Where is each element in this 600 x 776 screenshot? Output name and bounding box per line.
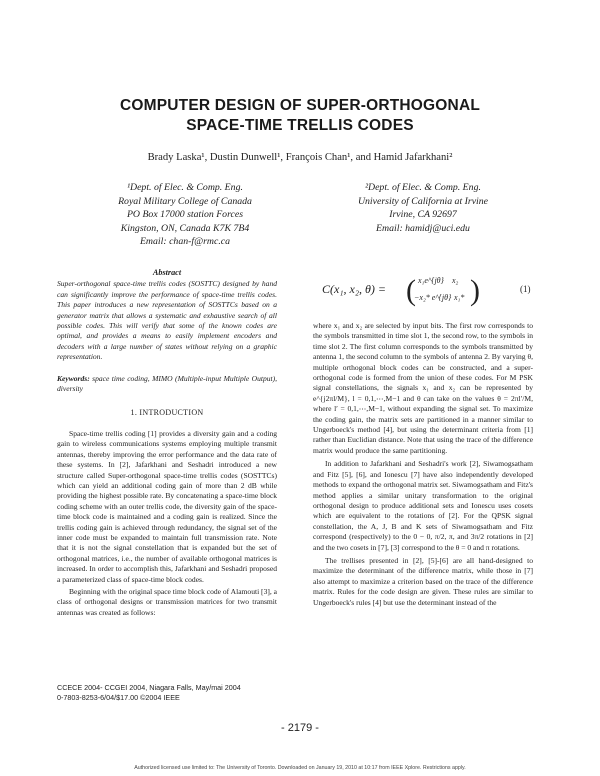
equation-1 (322, 268, 537, 314)
equation-number: (1) (520, 284, 531, 294)
affil-left-email: Email: chan-f@rmc.ca (139, 236, 231, 248)
matrix-entry: x₁* (454, 293, 465, 302)
affiliation-left (70, 181, 300, 249)
conference-footnote (57, 683, 287, 703)
body-paragraph: In addition to Jafarkhani and Seshadri's work [2], Siwamogsatham and Fitz [5], [6], and Ionescu [7] have also independently developed methods to expand the orthogonal matrix set. Siwamogsatham and Fitz's method applies a similar unitary transformation to the original orthogonal design to produce additional sets and Ionescu uses cosets which are equivalent to the rotations of [2]. For the QPSK signal constellation, the A, J, B and K sets of Siwamogsatham and Fitz correspond (respectively) to the 0 − 0, π/2, π, and 3π/2 rotations in [2] and the two cosets in [7], [3] correspond to the θ = 0 and π rotations. (313, 459, 533, 552)
paper-title (0, 96, 600, 136)
matrix-entry: x₂ (452, 276, 459, 285)
abstract-heading: Abstract (152, 268, 182, 277)
body-paragraph: Space-time trellis coding [1] provides a diversity gain and a coding gain to wireless communications systems employing multiple transmit antennas, thereby improving the error performance and the data rate of these systems. In [2], Jafarkhani and Seshadri introduced a new structure called Super-orthogonal space-time trellis codes (SOSTTCs) which can yield an additional coding gain of more than 2 dB while providing the highest possible rate. By concatenating a space-time block coding scheme with an outer trellis code, the diversity gain of the space-time block code is maintained and a coding gain is realized. Since the trellis coding gain is achieved through redundancy, the signal set of the inner code must be expanded to maintain full transmission rate. Note that it is not the signal constellation that is expanded but the set of orthogonal matrices, i.e., the number of available orthogonal matrices is increased. In order to accomplish this, Jafarkhani and Seshadri proposed a parameterized class of space-time block codes. (57, 428, 277, 584)
affil-left-line: PO Box 17000 station Forces (126, 209, 244, 221)
affiliation-right (308, 181, 538, 235)
title-line-2: SPACE-TIME TRELLIS CODES (186, 117, 414, 134)
affil-right-line: ²Dept. of Elec. & Comp. Eng. (365, 182, 481, 193)
author-list: Brady Laska¹, Dustin Dunwell¹, François Chan¹, and Hamid Jafarkhani² (147, 152, 453, 163)
left-column (57, 268, 277, 618)
keywords-text: space time coding, MIMO (Multiple-input Multiple Output), diversity (57, 373, 277, 394)
affil-right-email: Email: hamidj@uci.edu (376, 222, 470, 234)
matrix-entry: −x₂* e^{jθ} (414, 293, 452, 302)
footnote-line: 0-7803-8253-6/04/$17.00 ©2004 IEEE (57, 693, 180, 702)
body-paragraph: The trellises presented in [2], [5]-[6] are all hand-designed to maximize the determinant of the difference matrix, while those in [7] also attempt to maximize a criterion based on the trace of the difference matrix. Rules for the code design are given. These rules are similar to Ungerboeck's rules [4] but use the determinant instead of the (313, 555, 533, 607)
body-paragraph: Beginning with the original space time block code of Alamouti [3], a class of orthogonal designs or transmission matrices for two transmit antennas was created as follows: (57, 586, 277, 617)
equation-lhs: C(x₁, x₂, θ) = (322, 282, 386, 296)
matrix-right-bracket: ) (470, 274, 480, 307)
matrix-entry: x₁e^{jθ} (418, 276, 444, 285)
matrix-left-bracket: ( (406, 274, 416, 307)
title-line-1: COMPUTER DESIGN OF SUPER-ORTHOGONAL (119, 97, 481, 114)
license-notice: Authorized licensed use limited to: The University of Toronto. Downloaded on January 19, 2010 at 10:17 from IEEE Xplore. Restrictions apply. (134, 765, 466, 771)
abstract-text: Super-orthogonal space-time trellis codes (SOSTTC) designed by hand can significantly improve the performance of space-time trellis codes. This paper introduces a new representation of SOSTTCs based on a generator matrix that allows a systematic and exhaustive search of all possible codes. This will verify that some of the known codes are optimal, and provides a means to easily implement encoders and decoders with a large number of states without relying on a graphic representation. (57, 279, 277, 362)
keywords (57, 374, 277, 395)
right-column (313, 318, 533, 608)
page-number: - 2179 - (281, 722, 319, 734)
affil-left-line: Kingston, ON, Canada K7K 7B4 (120, 222, 250, 234)
affil-right-line: Irvine, CA 92697 (389, 209, 457, 221)
body-paragraph: where x₁ and x₂ are selected by input bits. The first row corresponds to the symbols transmitted in time slot 1, the second row, to the symbols in time slot 2. The first column corresponds to the symbols transmitted by antenna 1, the second column to the symbols of antenna 2. By varying θ, multiple orthogonal block codes can be constructed, and a super-orthogonal code is formed from the union of these codes. For M PSK signal constellations, the signals x₁ and x₂ can be represented by e^{j2πl/M}, l = 0,1,⋯,M−1 and θ can take on the values θ = 2πl′/M, where l′ = 0,1,⋯,M−1, without expanding the signal set. To maximize the coding gain, the matrix sets are partitioned in a manner similar to Ungerboeck's method [4], but using the determinant criteria from [1] rather than Euclidian distance. Note that using the trace of the difference matrix would produce the same partitioning. (313, 321, 533, 455)
affil-left-line: ¹Dept. of Elec. & Comp. Eng. (127, 182, 243, 193)
keywords-label: Keywords: (57, 373, 90, 383)
section-heading: 1. INTRODUCTION (130, 408, 204, 418)
affil-right-line: University of California at Irvine (357, 195, 489, 207)
footnote-line: CCECE 2004- CCGEI 2004, Niagara Falls, May/mai 2004 (57, 683, 241, 692)
affil-left-line: Royal Military College of Canada (118, 195, 252, 207)
